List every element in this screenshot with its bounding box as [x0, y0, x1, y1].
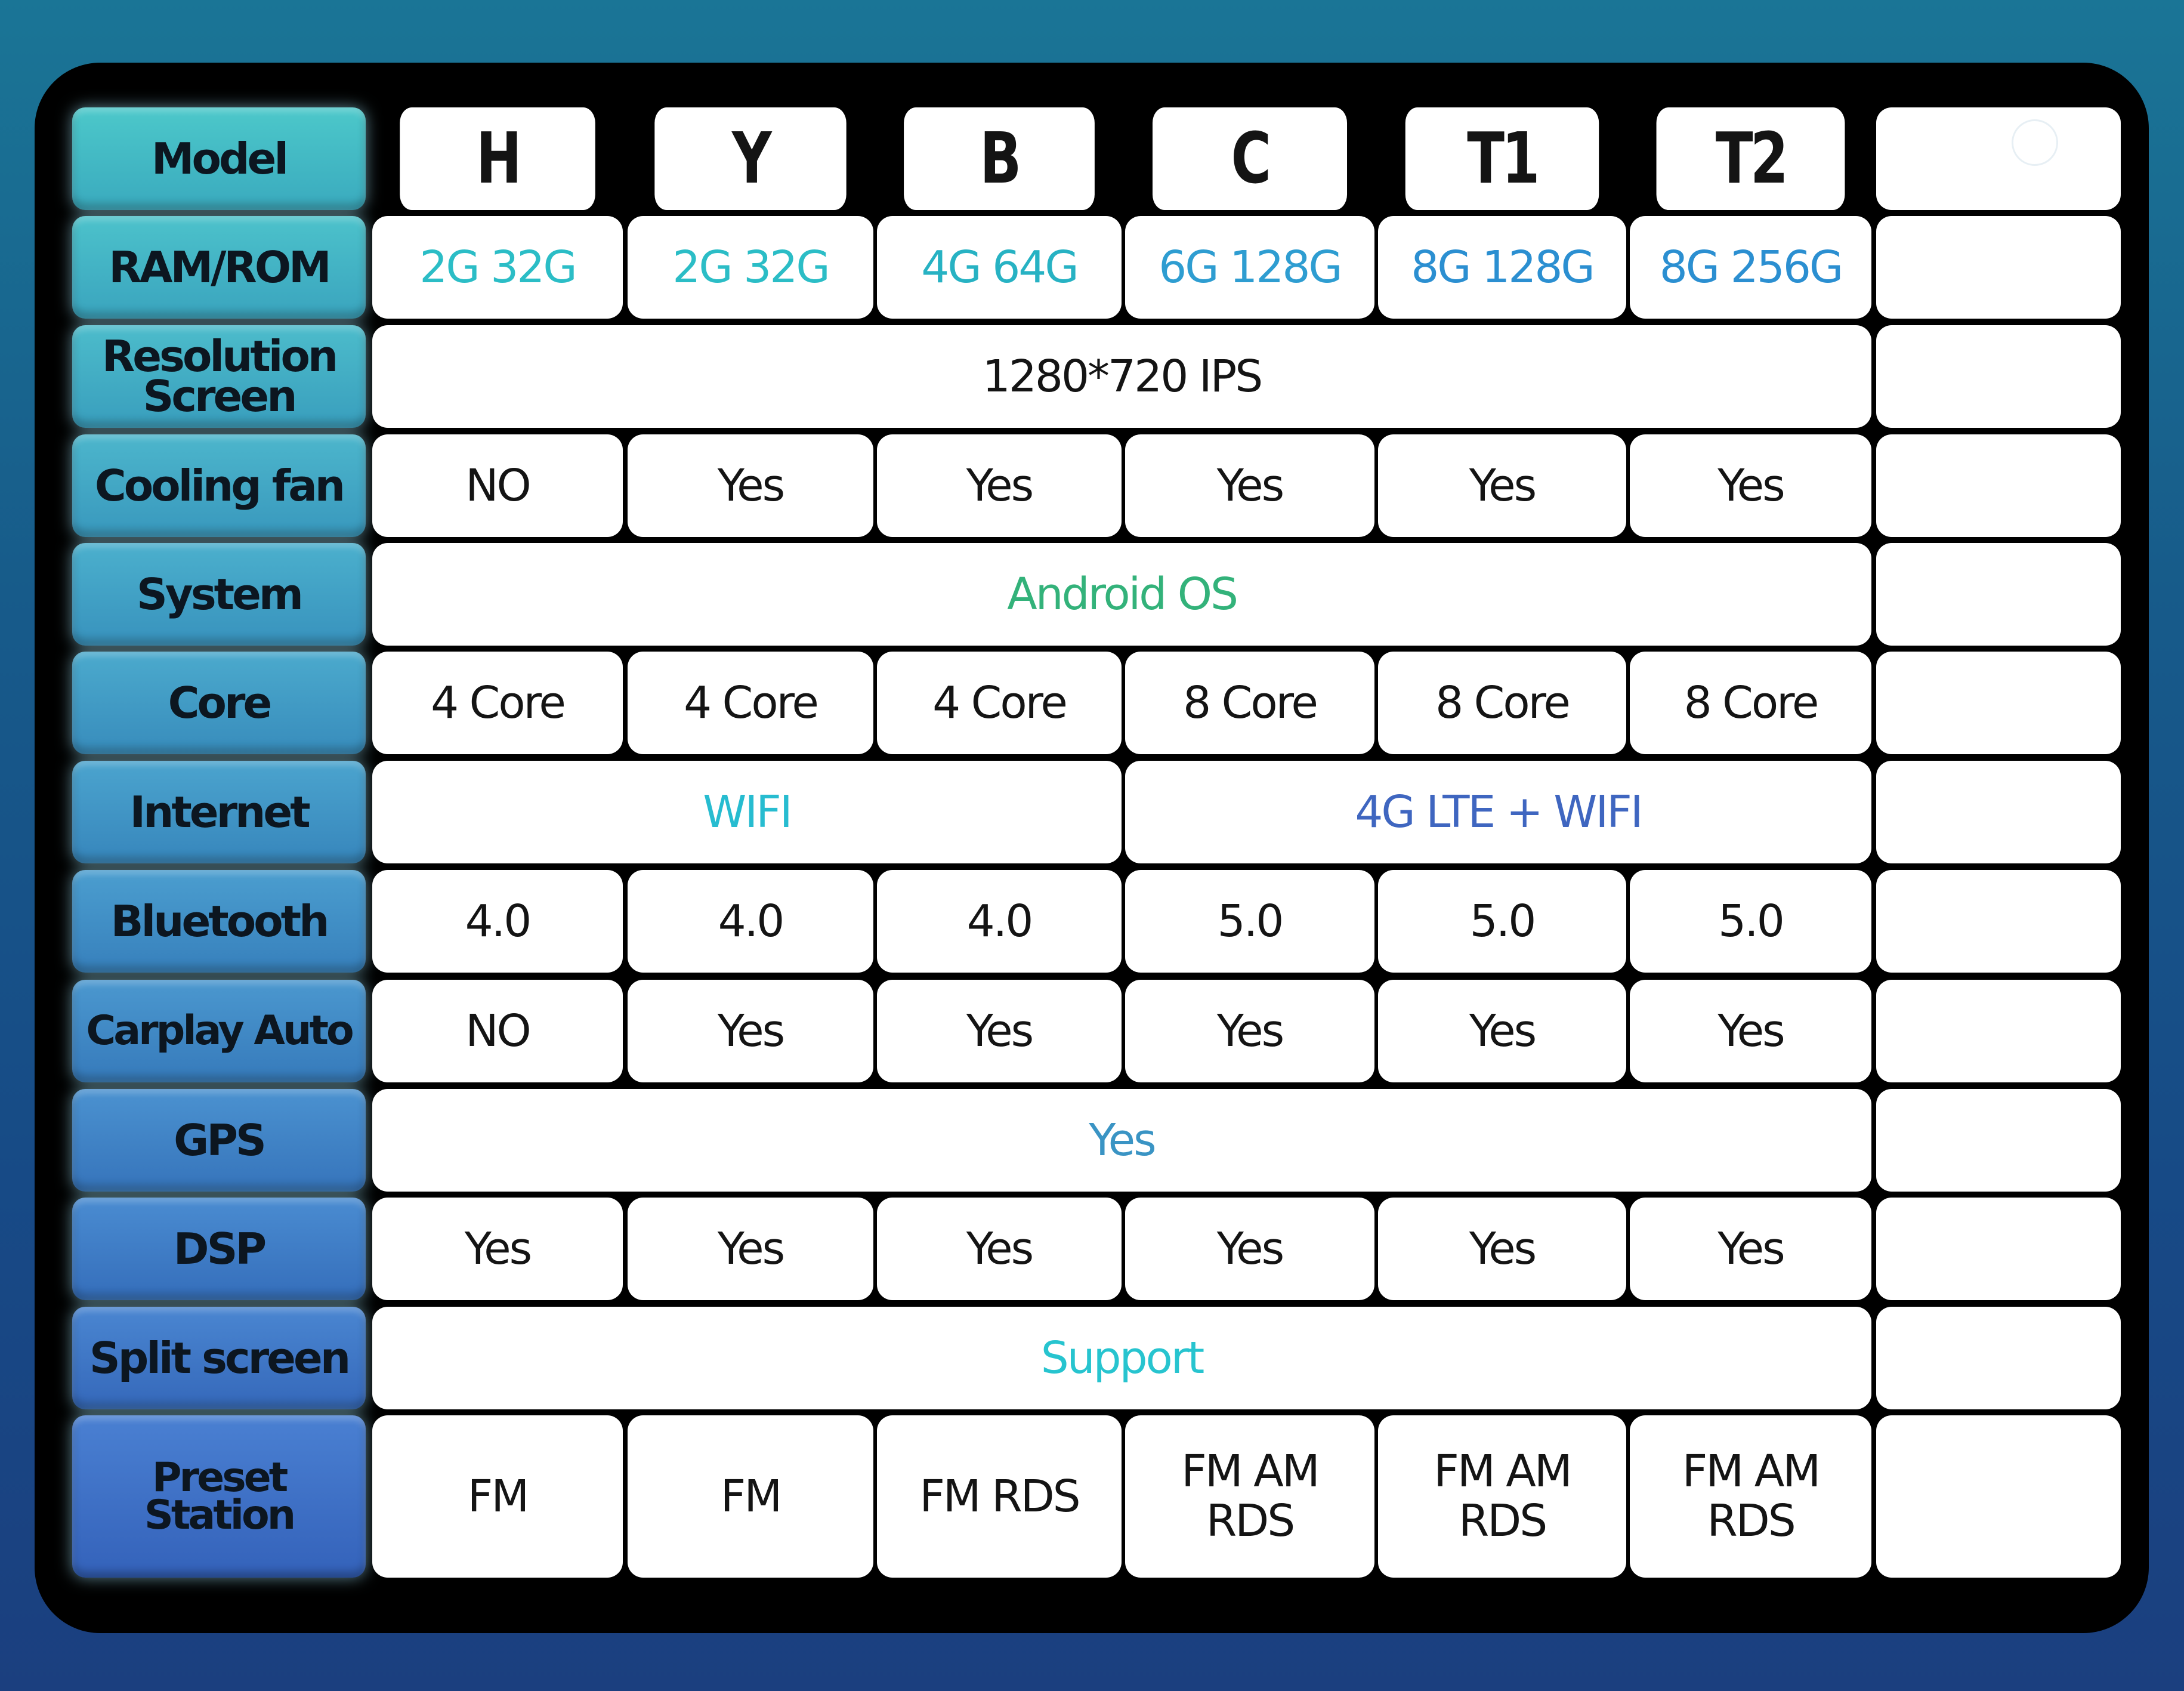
carplay-auto-cell-5: Yes	[1378, 980, 1626, 1082]
bluetooth-cell-5: 5.0	[1378, 870, 1626, 973]
empty-cell	[1876, 216, 2121, 319]
bluetooth-cell-4: 5.0	[1125, 870, 1374, 973]
empty-cell	[1876, 1198, 2121, 1300]
preset-station-cell-2: FM	[628, 1415, 873, 1578]
model-cell-3: B	[904, 107, 1095, 210]
row-label-carplay-auto: Carplay Auto	[72, 980, 366, 1082]
bluetooth-cell-6: 5.0	[1630, 870, 1871, 973]
dsp-cell-5: Yes	[1378, 1198, 1626, 1300]
preset-station-cell-6: FM AM RDS	[1630, 1415, 1871, 1578]
preset-station-cell-1: FM	[372, 1415, 623, 1578]
carplay-auto-cell-1: NO	[372, 980, 623, 1082]
carplay-auto-cell-4: Yes	[1125, 980, 1374, 1082]
cooling-fan-cell-2: Yes	[628, 434, 873, 537]
carplay-auto-cell-2: Yes	[628, 980, 873, 1082]
row-label-model: Model	[72, 107, 366, 210]
ram-rom-cell-2: 2G 32G	[628, 216, 873, 319]
empty-cell	[1876, 870, 2121, 973]
empty-cell	[1876, 652, 2121, 754]
row-label-internet: Internet	[72, 761, 366, 863]
model-cell-2: Y	[654, 107, 846, 210]
bluetooth-cell-1: 4.0	[372, 870, 623, 973]
dsp-cell-4: Yes	[1125, 1198, 1374, 1300]
model-cell-4: C	[1153, 107, 1347, 210]
empty-cell	[1876, 325, 2121, 428]
bluetooth-cell-2: 4.0	[628, 870, 873, 973]
preset-station-cell-4: FM AM RDS	[1125, 1415, 1374, 1578]
row-label-cooling-fan: Cooling fan	[72, 434, 366, 537]
empty-cell	[1876, 761, 2121, 863]
core-cell-5: 8 Core	[1378, 652, 1626, 754]
row-label-system: System	[72, 543, 366, 646]
core-cell-1: 4 Core	[372, 652, 623, 754]
internet-4g-cell: 4G LTE + WIFI	[1125, 761, 1871, 863]
carplay-auto-cell-3: Yes	[877, 980, 1122, 1082]
gps-cell: Yes	[372, 1089, 1871, 1192]
ram-rom-cell-4: 6G 128G	[1125, 216, 1374, 319]
model-cell-5: T1	[1405, 107, 1599, 210]
core-cell-4: 8 Core	[1125, 652, 1374, 754]
system-cell: Android OS	[372, 543, 1871, 646]
ram-rom-cell-6: 8G 256G	[1630, 216, 1871, 319]
ram-rom-cell-1: 2G 32G	[372, 216, 623, 319]
row-label-ram-rom: RAM/ROM	[72, 216, 366, 319]
core-cell-6: 8 Core	[1630, 652, 1871, 754]
empty-cell	[1876, 434, 2121, 537]
dsp-cell-6: Yes	[1630, 1198, 1871, 1300]
resolution-cell: 1280*720 IPS	[372, 325, 1871, 428]
core-cell-3: 4 Core	[877, 652, 1122, 754]
row-label-split-screen: Split screen	[72, 1307, 366, 1409]
dsp-cell-3: Yes	[877, 1198, 1122, 1300]
row-label-core: Core	[72, 652, 366, 754]
empty-cell	[1876, 1415, 2121, 1578]
row-label-gps: GPS	[72, 1089, 366, 1192]
carplay-auto-cell-6: Yes	[1630, 980, 1871, 1082]
cooling-fan-cell-5: Yes	[1378, 434, 1626, 537]
empty-cell	[1876, 1307, 2121, 1409]
cooling-fan-cell-4: Yes	[1125, 434, 1374, 537]
empty-cell	[1876, 980, 2121, 1082]
dsp-cell-1: Yes	[372, 1198, 623, 1300]
empty-cell	[1876, 107, 2121, 210]
dsp-cell-2: Yes	[628, 1198, 873, 1300]
ram-rom-cell-5: 8G 128G	[1378, 216, 1626, 319]
model-cell-6: T2	[1657, 107, 1845, 210]
row-label-resolution-screen: Resolution Screen	[72, 325, 366, 428]
cooling-fan-cell-3: Yes	[877, 434, 1122, 537]
bluetooth-cell-3: 4.0	[877, 870, 1122, 973]
preset-station-cell-3: FM RDS	[877, 1415, 1122, 1578]
row-label-bluetooth: Bluetooth	[72, 870, 366, 973]
split-screen-cell: Support	[372, 1307, 1871, 1409]
cooling-fan-cell-1: NO	[372, 434, 623, 537]
internet-wifi-cell: WIFI	[372, 761, 1122, 863]
empty-cell	[1876, 1089, 2121, 1192]
preset-station-cell-5: FM AM RDS	[1378, 1415, 1626, 1578]
empty-cell	[1876, 543, 2121, 646]
cooling-fan-cell-6: Yes	[1630, 434, 1871, 537]
core-cell-2: 4 Core	[628, 652, 873, 754]
ram-rom-cell-3: 4G 64G	[877, 216, 1122, 319]
row-label-dsp: DSP	[72, 1198, 366, 1300]
ring-decoration-icon	[2012, 119, 2058, 166]
row-label-preset-station: Preset Station	[72, 1415, 366, 1578]
model-cell-1: H	[400, 107, 595, 210]
